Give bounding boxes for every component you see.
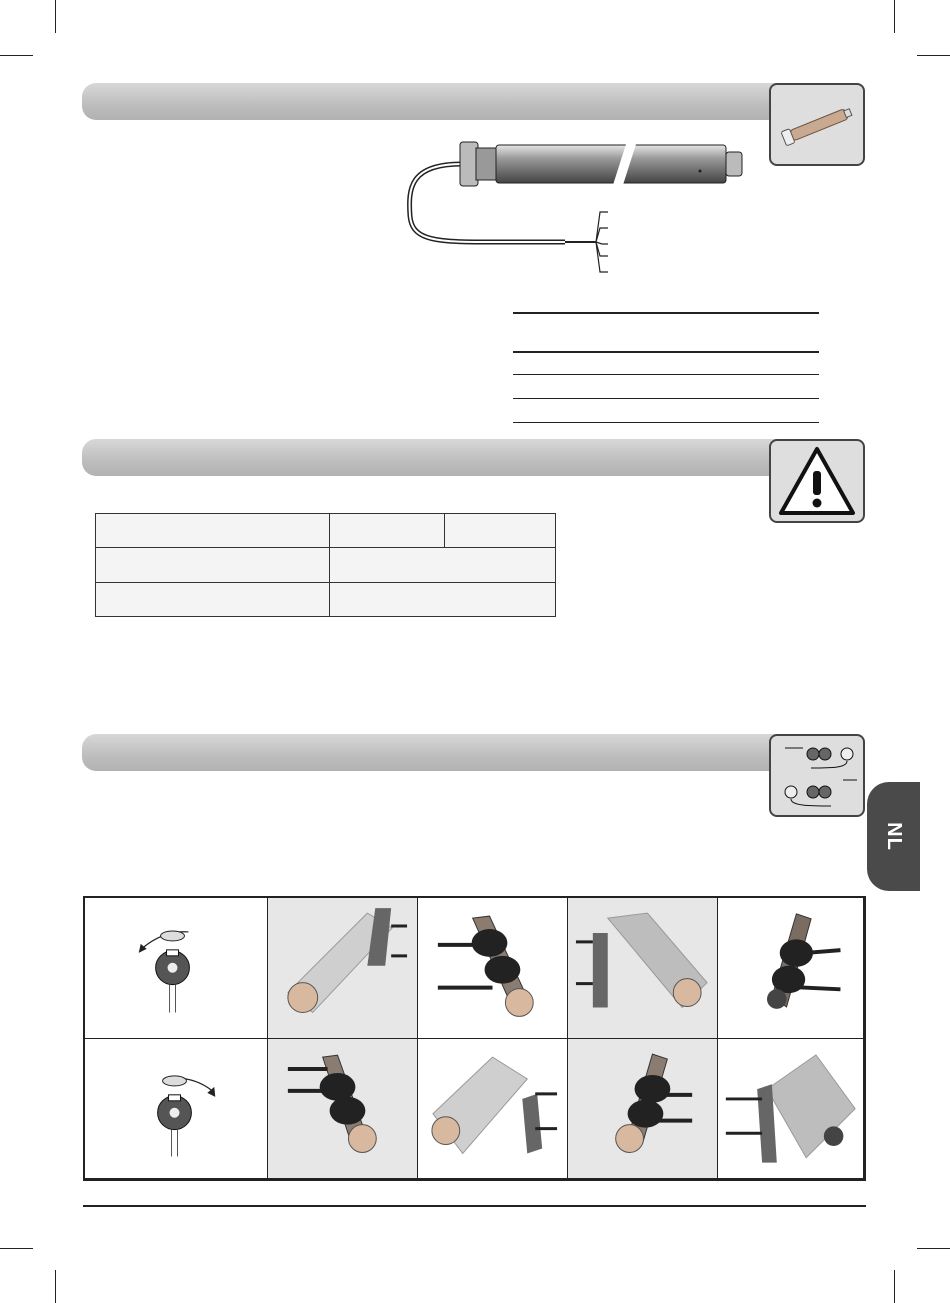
motor-brackets-panel xyxy=(268,1039,418,1180)
language-tab-label: NL xyxy=(882,822,905,851)
warning-icon xyxy=(769,439,865,523)
table-rule xyxy=(513,374,819,375)
crop-mark xyxy=(894,1270,895,1303)
motor-brackets-panel xyxy=(568,1039,718,1180)
roller-right-end-panel xyxy=(718,1039,864,1180)
table-cell xyxy=(445,514,556,548)
roller-left-end-panel xyxy=(418,1039,568,1180)
table-cell xyxy=(96,514,330,548)
motor-illustration xyxy=(400,128,760,278)
motor-end-view-panel xyxy=(718,898,864,1039)
section-header-bar xyxy=(82,439,782,476)
dial-panel-counter-clockwise xyxy=(85,898,268,1039)
table-rule xyxy=(513,312,819,314)
table-cell xyxy=(96,548,330,583)
roller-right-end-panel xyxy=(568,898,718,1039)
section-header-bar xyxy=(82,83,782,120)
crop-mark xyxy=(917,1248,950,1249)
illustration-grid xyxy=(83,896,866,1181)
crop-mark xyxy=(0,1248,33,1249)
crop-mark xyxy=(917,55,950,56)
table-cell xyxy=(96,583,330,617)
crop-mark xyxy=(55,0,56,33)
crop-mark xyxy=(55,1270,56,1303)
table-cell xyxy=(330,514,445,548)
roller-left-end-panel xyxy=(268,898,418,1039)
footer-rule xyxy=(83,1205,866,1207)
crop-mark xyxy=(894,0,895,33)
spec-table xyxy=(95,513,556,617)
motor-brackets-panel xyxy=(418,898,568,1039)
table-rule xyxy=(513,398,819,399)
dial-panel-clockwise xyxy=(85,1039,268,1180)
table-cell xyxy=(330,583,556,617)
crop-mark xyxy=(0,55,33,56)
section-header-bar xyxy=(82,734,782,771)
table-rule xyxy=(513,351,819,353)
tubular-motor-icon xyxy=(769,83,865,166)
language-tab[interactable] xyxy=(867,782,920,891)
table-rule xyxy=(513,422,819,423)
table-cell xyxy=(330,548,556,583)
rotation-direction-icon xyxy=(769,734,865,817)
